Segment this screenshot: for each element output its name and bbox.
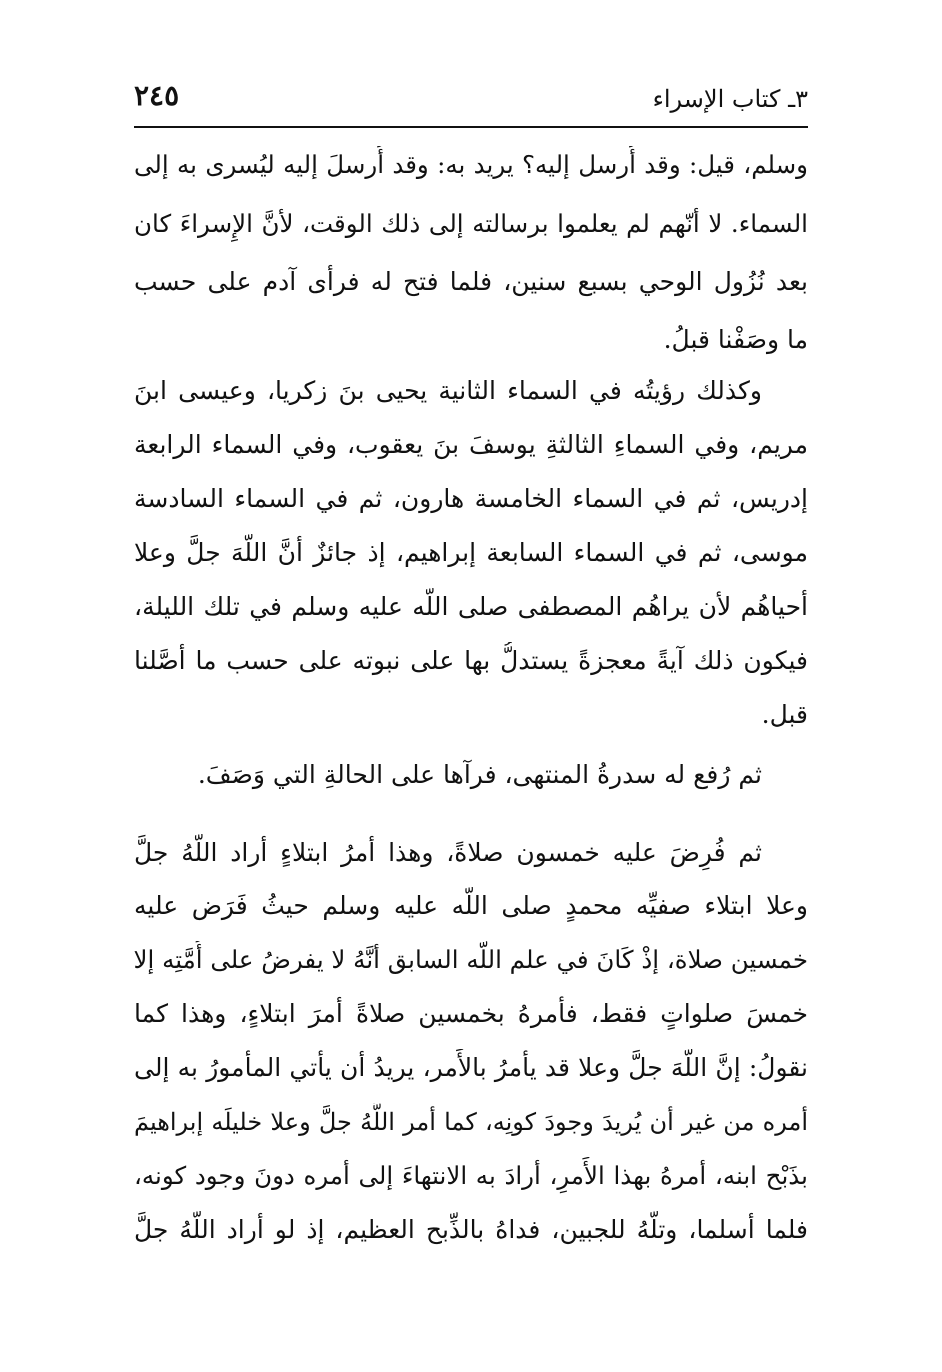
page-number: ٢٤٥: [134, 79, 180, 112]
running-head: ٣ـ كتاب الإسراء: [652, 85, 808, 113]
text-line-5: وكذلك رؤيتُه في السماء الثانية يحيى بنَ زكريا، وعيسى ابنَ: [134, 376, 762, 405]
text-line-8: موسى، ثم في السماء السابعة إبراهيم، إذ جائزٌ أنَّ اللَّهَ جلَّ وعلا: [134, 538, 808, 567]
text-line-17: نقولُ: إنَّ اللَّهَ جلَّ وعلا قد يأمرُ بالأَمر، يريدُ أن يأتي المأمورُ به إلى: [134, 1053, 808, 1082]
text-line-3: بعد نُزُول الوحي بسبع سنين، فلما فتح له فرأى آدم على حسب: [134, 267, 808, 296]
page-header: [134, 78, 808, 122]
text-line-14: وعلا ابتلاء صفيِّه محمدٍ صلى اللَّه عليه وسلم حيثُ فَرَض عليه: [134, 891, 808, 920]
text-line-6: مريم، وفي السماءِ الثالثةِ يوسفَ بنَ يعقوب، وفي السماء الرابعة: [134, 430, 808, 459]
text-line-18: أمره من غير أن يُريدَ وجودَ كونِه، كما أمر اللَّهُ جلَّ وعلا خليلَه إبراهيمَ: [134, 1108, 808, 1136]
text-line-4: ما وصَفْنا قبلُ.: [663, 325, 808, 354]
text-line-16: خمسَ صلواتٍ فقط، فأمرهُ بخمسين صلاةً أمرَ ابتلاءٍ، وهذا كما: [134, 999, 808, 1028]
text-line-1: وسلم، قيل: وقد أُرسل إليه؟ يريد به: وقد أُرسلَ إليه ليُسرى به إلى: [134, 150, 808, 179]
text-line-2: السماء. لا أنّهم لم يعلموا برسالته إلى ذلك الوقت، لأنَّ الإِسراءَ كان: [134, 209, 808, 238]
text-line-12: ثم رُفع له سدرةُ المنتهى، فرآها على الحالةِ التي وَصَفَ.: [197, 760, 762, 789]
header-rule: [134, 126, 808, 128]
text-line-19: بذَبْح ابنه، أمرهُ بهذا الأَمرِ، أرادَ به الانتهاءَ إلى أمره دونَ وجود كونه،: [134, 1161, 808, 1190]
text-line-9: أحياهُم لأن يراهُم المصطفى صلى اللَّه عليه وسلم في تلك الليلة،: [134, 592, 808, 621]
text-line-15: خمسين صلاة، إذْ كَانَ في علم اللَّه السابق أنَّهُ لا يفرضُ على أُمَّتِه إلا: [134, 945, 808, 974]
text-line-7: إدريس، ثم في السماء الخامسة هارون، ثم في السماء السادسة: [134, 484, 808, 513]
text-line-10: فيكون ذلك آيةً معجزةً يستدلُّ بها على نبوته على حسب ما أصَّلنا: [134, 646, 808, 675]
text-line-11: قبل.: [761, 700, 808, 729]
text-line-20: فلما أسلما، وتلَّهُ للجبين، فداهُ بالذِّبح العظيم، إذ لو أراد اللَّهُ جلَّ: [134, 1215, 808, 1244]
text-line-13: ثم فُرِضَ عليه خمسون صلاةً، وهذا أمرُ ابتلاءٍ أراد اللَّهُ جلَّ: [134, 838, 762, 867]
